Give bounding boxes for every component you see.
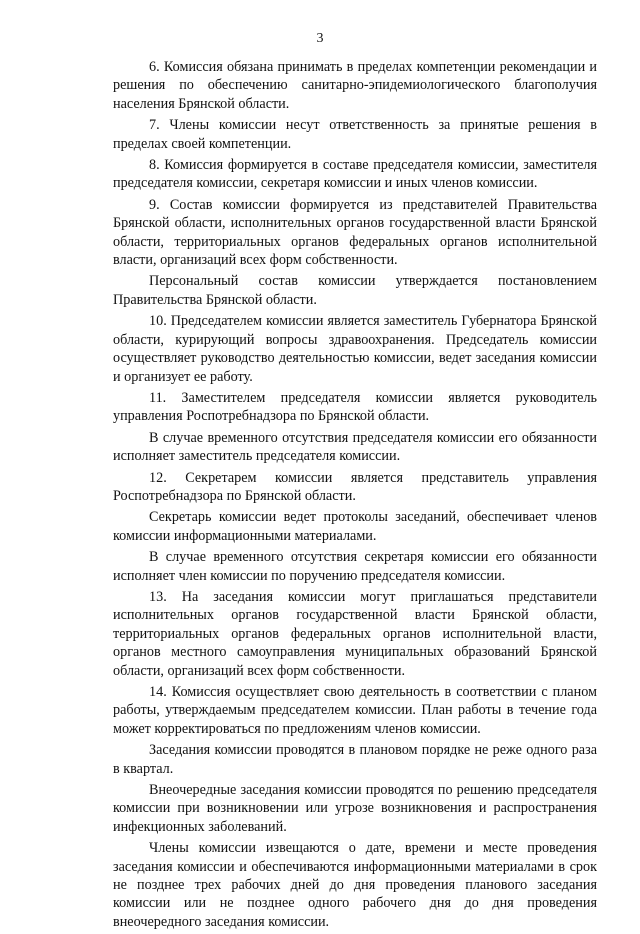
paragraph-item-13: 13. На заседания комиссии могут приглашаться представители исполнительных органов государственной власти Брянской области, территориальных органов федеральных органов исполнительной власти, органов местного самоуправления муниципальных образований Брянской области, организаций всех форм собственности.: [113, 588, 597, 679]
document-body: [113, 58, 597, 934]
paragraph-item-7: 7. Члены комиссии несут ответственность за принятые решения в пределах своей компетенции.: [113, 117, 597, 152]
paragraph-item-14: 14. Комиссия осуществляет свою деятельность в соответствии с планом работы, утверждаемым председателем комиссии. План работы в течение года может корректироваться по предложениям членов комиссии.: [113, 684, 597, 737]
paragraph-item-14-schedule: Заседания комиссии проводятся в плановом порядке не реже одного раза в квартал.: [113, 742, 597, 777]
paragraph-item-10: 10. Председателем комиссии является заместитель Губернатора Брянской области, курирующий вопросы здравоохранения. Председатель комиссии осуществляет руководство деятельностью комиссии, ведет заседания комиссии и организует ее работу.: [113, 313, 597, 385]
paragraph-item-14-extraordinary: Внеочередные заседания комиссии проводятся по решению председателя комиссии при возникновении или угрозе возникновения и распространения инфекционных заболеваний.: [113, 782, 597, 835]
paragraph-item-14-notification: Члены комиссии извещаются о дате, времени и месте проведения заседания комиссии и обеспечиваются информационными материалами в срок не позднее трех рабочих дней до дня проведения планового заседания комиссии или не позднее одного рабочего дня до дня проведения внеочередного заседания комиссии.: [113, 840, 597, 930]
paragraph-item-12-absence: В случае временного отсутствия секретаря комиссии его обязанности исполняет член комиссии по поручению председателя комиссии.: [113, 549, 597, 584]
paragraph-item-9: 9. Состав комиссии формируется из представителей Правительства Брянской области, исполнительных органов государственной власти Брянской области, территориальных органов федеральных органов исполнительной власти, организаций всех форм собственности.: [113, 196, 597, 269]
page-number: 3: [316, 31, 324, 46]
paragraph-item-12-minutes: Секретарь комиссии ведет протоколы заседаний, обеспечивает членов комиссии информационными материалами.: [113, 509, 597, 544]
paragraph-item-8: 8. Комиссия формируется в составе председателя комиссии, заместителя председателя комиссии, секретаря комиссии и иных членов комиссии.: [113, 157, 597, 192]
paragraph-item-11-deputy: В случае временного отсутствия председателя комиссии его обязанности исполняет заместитель председателя комиссии.: [113, 429, 597, 465]
paragraph-item-9-composition: Персональный состав комиссии утверждается постановлением Правительства Брянской области.: [113, 273, 597, 308]
paragraph-item-6: 6. Комиссия обязана принимать в пределах компетенции рекомендации и решения по обеспечению санитарно-эпидемиологического благополучия населения Брянской области.: [113, 59, 597, 112]
paragraph-item-11: 11. Заместителем председателя комиссии является руководитель управления Роспотребнадзора по Брянской области.: [113, 389, 597, 425]
paragraph-item-12: 12. Секретарем комиссии является представитель управления Роспотребнадзора по Брянской области.: [113, 469, 597, 504]
